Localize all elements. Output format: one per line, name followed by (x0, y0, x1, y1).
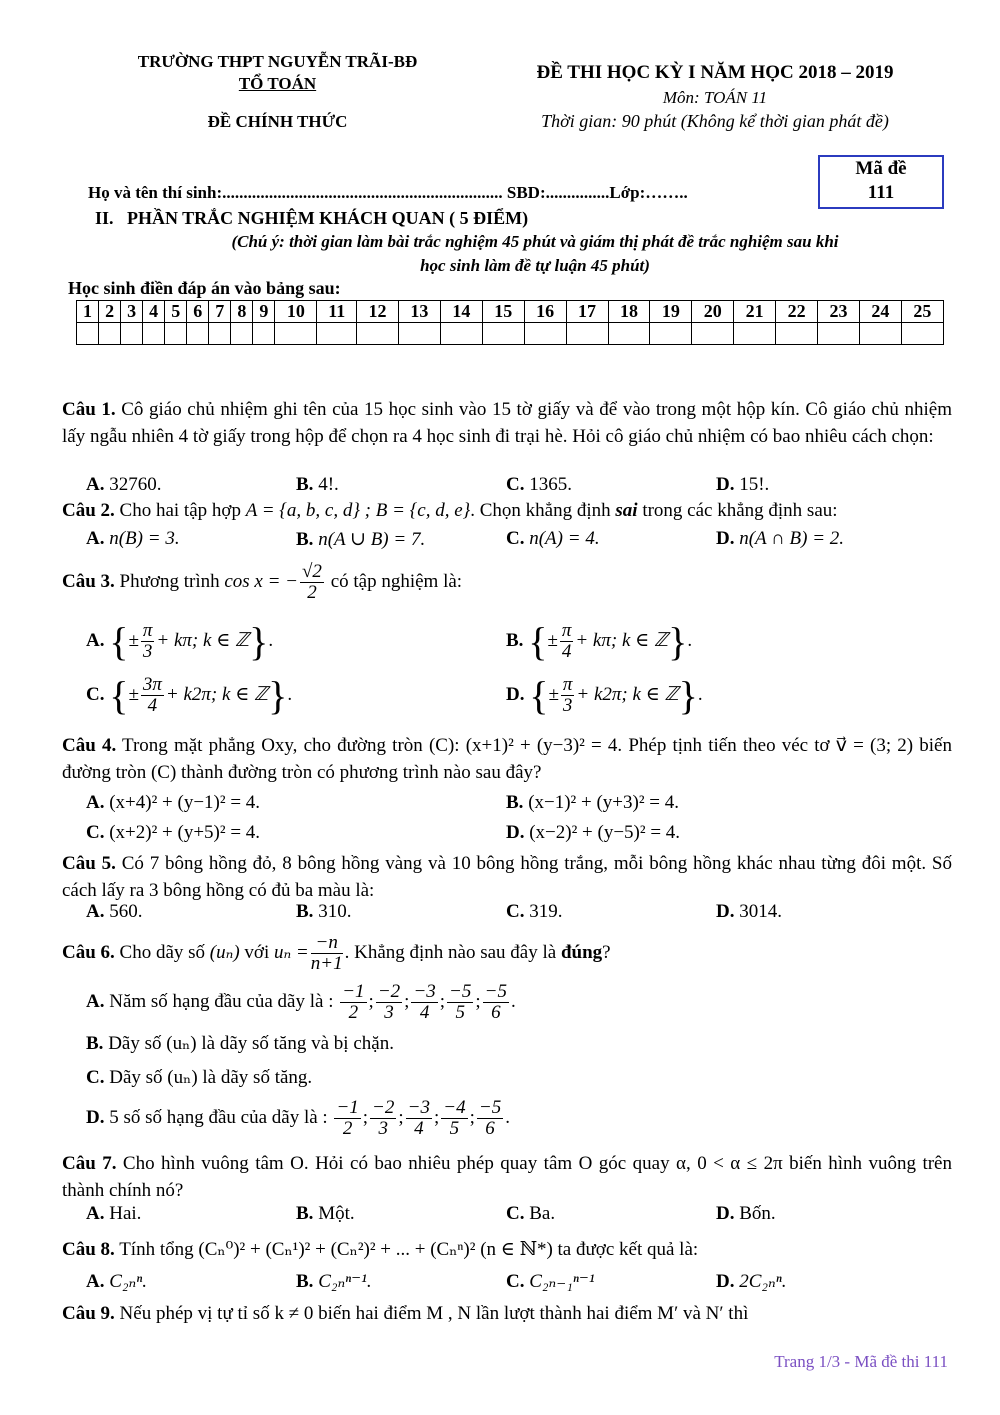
exam-title: ĐỀ THI HỌC KỲ I NĂM HỌC 2018 – 2019 (536, 62, 894, 83)
answer-cell-15[interactable] (482, 323, 524, 345)
answer-number-13: 13 (398, 301, 440, 323)
answer-cell-18[interactable] (608, 323, 650, 345)
answer-number-10: 10 (275, 301, 317, 323)
q2-sai: sai (615, 500, 638, 521)
answer-cell-7[interactable] (209, 323, 231, 345)
answer-cell-10[interactable] (275, 323, 317, 345)
q5-option-a: A. 560. (86, 901, 143, 922)
q1-option-a: A. 32760. (86, 474, 162, 495)
answer-cell-4[interactable] (143, 323, 165, 345)
q2-sets: A = {a, b, c, d} ; B = {c, d, e} (245, 500, 471, 521)
question-4: Câu 4. Trong mặt phẳng Oxy, cho đường tròn (C): (x+1)² + (y−3)² = 4. Phép tịnh tiến theo véc tơ v⃗ = (3; 2) biến đường tròn (C) thành đường tròn có phương trình nào sau đây? (62, 735, 952, 783)
answer-number-9: 9 (253, 301, 275, 323)
answer-number-19: 19 (650, 301, 692, 323)
q8-option-a: A. C₂ₙⁿ. (86, 1271, 147, 1292)
question-1 (62, 396, 952, 450)
answer-cell-25[interactable] (901, 323, 943, 345)
q5-option-b: B. 310. (296, 901, 352, 922)
q7-option-b: B. Một. (296, 1203, 355, 1224)
answer-number-11: 11 (317, 301, 357, 323)
answer-table (76, 300, 944, 345)
subject: Môn: TOÁN 11 (662, 88, 768, 107)
answer-prompt: Học sinh điền đáp án vào bảng sau: (68, 278, 341, 298)
section-note-1: (Chú ý: thời gian làm bài trắc nghiệm 45 phút và giám thị phát đề trắc nghiệm sau khi (231, 232, 839, 251)
answer-cell-24[interactable] (859, 323, 901, 345)
q3-option-c: C. {± $\frac{3\pi}{4}$ + k2π; k ∈ ℤ}. (86, 673, 293, 718)
answer-number-3: 3 (121, 301, 143, 323)
answer-cell-21[interactable] (734, 323, 776, 345)
school-name: TRƯỜNG THPT NGUYỄN TRÃI-BĐ (137, 52, 418, 71)
question-9: Câu 9. Nếu phép vị tự tỉ số k ≠ 0 biến hai điểm M , N lần lượt thành hai điểm M′ và N′ thì (62, 1303, 749, 1324)
q8-option-b: B. C₂ₙⁿ⁻¹. (296, 1271, 372, 1292)
q8-option-d: D. 2C₂ₙⁿ. (716, 1271, 787, 1292)
answer-cell-22[interactable] (776, 323, 818, 345)
q6d-fraction-5: $\frac{-5}{6}$ (478, 1097, 502, 1139)
answer-cell-2[interactable] (99, 323, 121, 345)
question-3: Câu 3. Phương trình cos x = − $\frac{√2}{2}$ có tập nghiệm là: (62, 561, 463, 603)
answer-number-6: 6 (187, 301, 209, 323)
answer-cell-17[interactable] (566, 323, 608, 345)
answer-number-4: 4 (143, 301, 165, 323)
q2-option-a: A. n(B) = 3. (86, 528, 180, 549)
q1-option-b: B. 4!. (296, 474, 339, 495)
answer-number-15: 15 (482, 301, 524, 323)
q7-option-d: D. Bốn. (716, 1203, 776, 1224)
q6-option-b: B. Dãy số (uₙ) là dãy số tăng và bị chặn. (86, 1033, 394, 1054)
answer-number-20: 20 (692, 301, 734, 323)
answer-cell-8[interactable] (231, 323, 253, 345)
q3-option-a: A. {± $\frac{\pi}{3}$ + kπ; k ∈ ℤ}. (86, 619, 274, 664)
exam-time: Thời gian: 90 phút (Không kể thời gian phát đề) (541, 111, 889, 131)
question-2: Câu 2. Cho hai tập hợp A = {a, b, c, d} ; B = {c, d, e}. Chọn khẳng định sai trong các khẳng định sau: (62, 500, 838, 521)
q2-option-d: D. n(A ∩ B) = 2. (716, 528, 845, 549)
q6d-fraction-1: $\frac{-1}{2}$ (336, 1097, 359, 1139)
answer-cell-16[interactable] (524, 323, 566, 345)
question-7: Câu 7. Cho hình vuông tâm O. Hỏi có bao nhiêu phép quay tâm O góc quay α, 0 < α ≤ 2π biến hình vuông trên thành chính nó? (62, 1153, 952, 1201)
q2-option-b: B. n(A ∪ B) = 7. (296, 529, 426, 550)
answer-number-14: 14 (440, 301, 482, 323)
answer-cell-20[interactable] (692, 323, 734, 345)
group-name: TỔ TOÁN (238, 74, 317, 93)
q4-option-d: D. (x−2)² + (y−5)² = 4. (506, 822, 681, 843)
q1-option-d: D. 15!. (716, 474, 770, 495)
answer-cell-23[interactable] (818, 323, 860, 345)
q6a-fraction-3: $\frac{-3}{4}$ (413, 981, 436, 1023)
q6d-fraction-3: $\frac{-3}{4}$ (407, 1097, 430, 1139)
student-info-line: Họ và tên thí sinh:.................................................................. SBD:...............Lớp:…….. (88, 183, 688, 202)
answer-cell-13[interactable] (398, 323, 440, 345)
answer-number-12: 12 (357, 301, 399, 323)
answer-number-21: 21 (734, 301, 776, 323)
q2-option-c: C. n(A) = 4. (506, 528, 600, 549)
q6a-fraction-2: $\frac{-2}{3}$ (377, 981, 401, 1023)
exam-code-label: Mã đề (855, 158, 907, 179)
q5-option-d: D. 3014. (716, 901, 782, 922)
answer-number-23: 23 (818, 301, 860, 323)
answer-number-18: 18 (608, 301, 650, 323)
exam-code-box (818, 155, 944, 209)
q3-option-b: B. {± $\frac{\pi}{4}$ + kπ; k ∈ ℤ}. (506, 619, 693, 664)
q6a-fraction-4: $\frac{-5}{5}$ (449, 981, 472, 1023)
answer-number-2: 2 (99, 301, 121, 323)
q7-option-c: C. Ba. (506, 1203, 556, 1224)
answer-number-17: 17 (566, 301, 608, 323)
page-footer: Trang 1/3 - Mã đề thi 111 (774, 1352, 948, 1371)
answer-cell-6[interactable] (187, 323, 209, 345)
q1-option-c: C. 1365. (506, 474, 572, 495)
answer-number-8: 8 (231, 301, 253, 323)
q6-option-c: C. Dãy số (uₙ) là dãy số tăng. (86, 1067, 313, 1088)
q7-option-a: A. Hai. (86, 1203, 142, 1224)
answer-number-16: 16 (524, 301, 566, 323)
answer-table-header (77, 301, 944, 323)
question-1-label: Câu 1. (62, 399, 116, 420)
q6-option-a: A. Năm số hạng đầu của dãy là : $\frac{-1}{2}$ ; $\frac{-2}{3}$ ; $\frac{-3}{4}$ ; $\frac{-5}{5}$ ; $\frac{-5}{6}$ . (86, 981, 516, 1023)
answer-number-24: 24 (859, 301, 901, 323)
q6-option-a-fractions: $\frac{-1}{2}$ ; $\frac{-2}{3}$ ; $\frac{-3}{4}$ ; $\frac{-5}{5}$ ; $\frac{-5}{6}$ (342, 981, 507, 1023)
answer-number-22: 22 (776, 301, 818, 323)
q6-option-d: D. 5 số số hạng đầu của dãy là : $\frac{-1}{2}$ ; $\frac{-2}{3}$ ; $\frac{-3}{4}$ ; $\frac{-4}{5}$ ; $\frac{-5}{6}$ . (86, 1097, 510, 1139)
q8-option-c: C. C₂ₙ₋₁ⁿ⁻¹ (506, 1271, 595, 1292)
q4-option-a: A. (x+4)² + (y−1)² = 4. (86, 792, 261, 813)
official-label: ĐỀ CHÍNH THỨC (207, 112, 348, 131)
q6-option-d-fractions: $\frac{-1}{2}$ ; $\frac{-2}{3}$ ; $\frac{-3}{4}$ ; $\frac{-4}{5}$ ; $\frac{-5}{6}$ (336, 1097, 502, 1139)
answer-cell-1[interactable] (77, 323, 99, 345)
question-6: Câu 6. Cho dãy số (uₙ) với uₙ = $\frac{-n}{n+1}$ . Khẳng định nào sau đây là đúng? (62, 932, 611, 974)
question-8: Câu 8. Tính tổng (Cₙ⁰)² + (Cₙ¹)² + (Cₙ²)² + ... + (Cₙⁿ)² (n ∈ ℕ*) ta được kết quả là: (62, 1239, 699, 1260)
answer-cell-19[interactable] (650, 323, 692, 345)
section-note-2: học sinh làm đề tự luận 45 phút) (420, 256, 650, 275)
q6d-fraction-2: $\frac{-2}{3}$ (372, 1097, 395, 1139)
q4-option-c: C. (x+2)² + (y+5)² = 4. (86, 822, 261, 843)
answer-number-25: 25 (901, 301, 943, 323)
section-title: II. PHẦN TRẮC NGHIỆM KHÁCH QUAN ( 5 ĐIỂM) (95, 208, 529, 228)
answer-cell-12[interactable] (357, 323, 399, 345)
exam-code: 111 (867, 182, 895, 203)
answer-cell-14[interactable] (440, 323, 482, 345)
answer-cell-11[interactable] (317, 323, 357, 345)
q6d-fraction-4: $\frac{-4}{5}$ (443, 1097, 466, 1139)
question-1-text: Cô giáo chủ nhiệm ghi tên của 15 học sinh vào 15 tờ giấy và để vào trong một hộp kín. Cô giáo chủ nhiệm lấy ngẫu nhiên 4 tờ giấy trong hộp để chọn ra 4 học sinh đi trại hè. Hỏi cô giáo chủ nhiệm có bao nhiêu cách chọn: (62, 399, 952, 447)
answer-number-1: 1 (77, 301, 99, 323)
q4-option-b: B. (x−1)² + (y+3)² = 4. (506, 792, 679, 813)
answer-number-7: 7 (209, 301, 231, 323)
q5-option-c: C. 319. (506, 901, 563, 922)
question-5: Câu 5. Có 7 bông hồng đỏ, 8 bông hồng vàng và 10 bông hồng trắng, mỗi bông hồng khác nhau từng đôi một. Số cách lấy ra 3 bông hồng có đủ ba màu là: (62, 853, 952, 901)
q6a-fraction-1: $\frac{-1}{2}$ (342, 981, 365, 1023)
answer-cell-3[interactable] (121, 323, 143, 345)
answer-table-blank-row (77, 323, 944, 345)
answer-cell-5[interactable] (165, 323, 187, 345)
q6a-fraction-5: $\frac{-5}{6}$ (484, 981, 507, 1023)
answer-cell-9[interactable] (253, 323, 275, 345)
answer-number-5: 5 (165, 301, 187, 323)
q3-option-d: D. {± $\frac{\pi}{3}$ + k2π; k ∈ ℤ}. (506, 673, 703, 718)
